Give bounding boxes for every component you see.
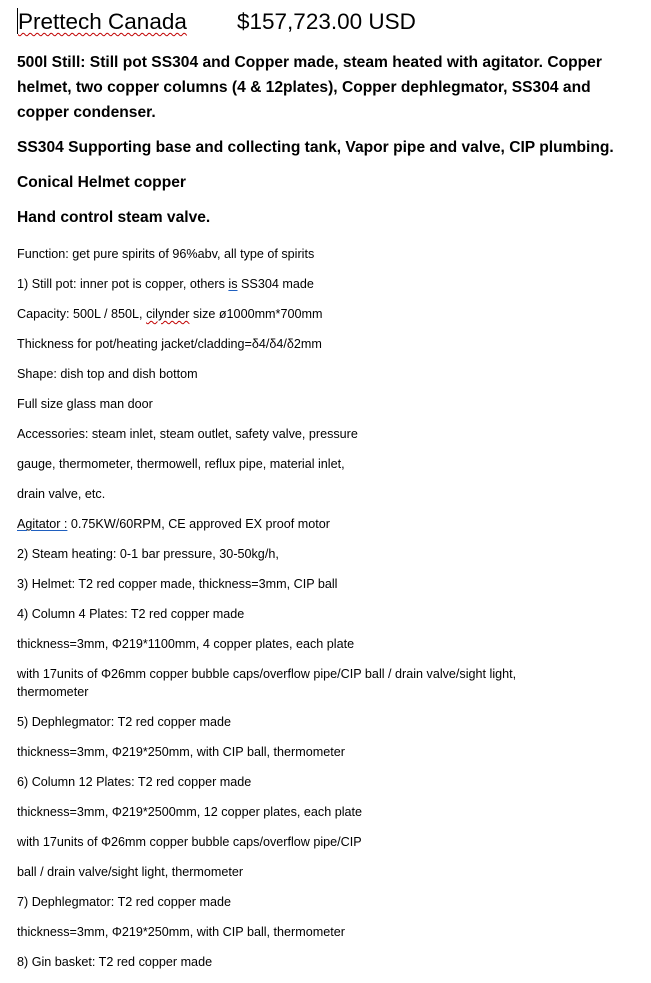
still-summary-paragraph: 500l Still: Still pot SS304 and Copper made, steam heated with agitator. Copper helmet, two copper columns (4 & 12plates), Copper dephlegmator, SS304 and copper condenser. xyxy=(17,54,602,121)
agitator-value: 0.75KW/60RPM, CE approved EX proof motor xyxy=(67,517,330,531)
dephlegmator7-title-line: 7) Dephlegmator: T2 red copper made xyxy=(17,895,231,909)
capacity-line xyxy=(17,305,642,335)
title-line xyxy=(17,0,642,40)
capacity-text-b: size ø1000mm*700mm xyxy=(189,307,323,321)
agitator-line xyxy=(17,515,642,545)
spelling-flag-cilynder: cilynder xyxy=(146,307,190,321)
thickness-pot-line: Thickness for pot/heating jacket/cladding=δ4/δ4/δ2mm xyxy=(17,337,322,351)
document-page[interactable] xyxy=(17,0,642,983)
dephlegmator5-title-line: 5) Dephlegmator: T2 red copper made xyxy=(17,715,231,729)
column12-caps-line-2: ball / drain valve/sight light, thermometer xyxy=(17,865,244,879)
column12-caps-line-1: with 17units of Φ26mm copper bubble caps/overflow pipe/CIP xyxy=(17,835,362,849)
still-pot-line xyxy=(17,275,642,305)
column4-thickness-line: thickness=3mm, Φ219*1100mm, 4 copper plates, each plate xyxy=(17,637,355,651)
dephlegmator7-thickness-line: thickness=3mm, Φ219*250mm, with CIP ball, thermometer xyxy=(17,925,345,939)
accessories-line-1: Accessories: steam inlet, steam outlet, safety valve, pressure xyxy=(17,427,358,441)
column12-thickness-line: thickness=3mm, Φ219*2500mm, 12 copper plates, each plate xyxy=(17,805,363,819)
still-pot-text-a: 1) Still pot: inner pot is copper, others xyxy=(17,277,229,291)
base-summary-paragraph: SS304 Supporting base and collecting tank, Vapor pipe and valve, CIP plumbing. xyxy=(17,139,614,156)
man-door-line: Full size glass man door xyxy=(17,397,153,411)
helmet-summary-paragraph: Conical Helmet copper xyxy=(17,174,186,191)
valve-summary-paragraph: Hand control steam valve. xyxy=(17,209,211,226)
column4-title-line: 4) Column 4 Plates: T2 red copper made xyxy=(17,607,245,621)
steam-heating-line: 2) Steam heating: 0-1 bar pressure, 30-50kg/h, xyxy=(17,547,279,561)
dephlegmator5-thickness-line: thickness=3mm, Φ219*250mm, with CIP ball, thermometer xyxy=(17,745,345,759)
column4-caps-line: with 17units of Φ26mm copper bubble caps/overflow pipe/CIP ball / drain valve/sight light, thermometer xyxy=(17,667,517,699)
helmet-line: 3) Helmet: T2 red copper made, thickness=3mm, CIP ball xyxy=(17,577,338,591)
accessories-line-3: drain valve, etc. xyxy=(17,487,106,501)
shape-line: Shape: dish top and dish bottom xyxy=(17,367,198,381)
gin-basket-line: 8) Gin basket: T2 red copper made xyxy=(17,955,213,969)
column12-title-line: 6) Column 12 Plates: T2 red copper made xyxy=(17,775,252,789)
capacity-text-a: Capacity: 500L / 850L, xyxy=(17,307,147,321)
grammar-flag-is: is xyxy=(228,277,238,291)
grammar-flag-agitator: Agitator : xyxy=(17,517,68,531)
price: $157,723.00 USD xyxy=(237,9,416,34)
still-pot-text-b: SS304 made xyxy=(237,277,314,291)
company-name: Prettech Canada xyxy=(18,9,187,34)
function-line: Function: get pure spirits of 96%abv, all type of spirits xyxy=(17,247,315,261)
accessories-line-2: gauge, thermometer, thermowell, reflux pipe, material inlet, xyxy=(17,457,345,471)
